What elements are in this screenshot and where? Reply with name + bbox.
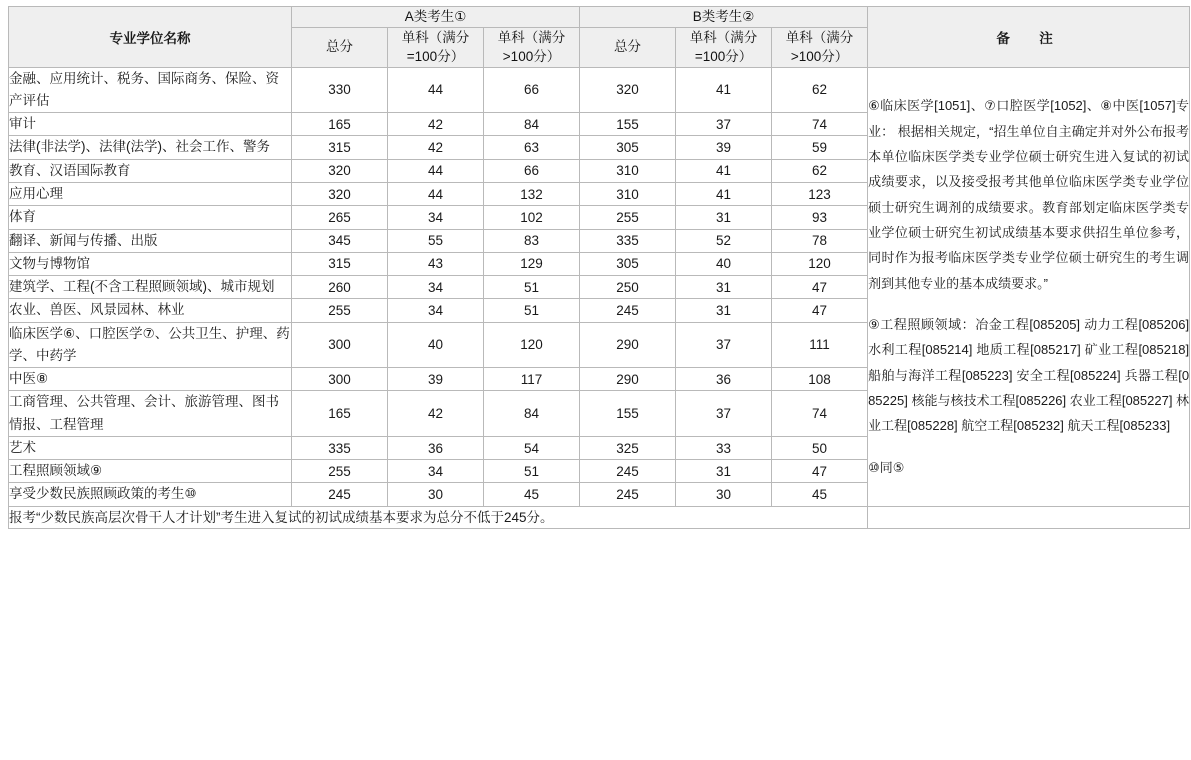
a-total: 255 [292, 299, 388, 322]
a-single-100: 42 [388, 391, 484, 437]
a-single-100: 34 [388, 276, 484, 299]
a-single-gt100: 132 [484, 183, 580, 206]
remark-spacer-1 [868, 296, 1189, 312]
b-single-100: 31 [676, 276, 772, 299]
a-total: 315 [292, 136, 388, 159]
b-total: 320 [580, 67, 676, 113]
a-total: 260 [292, 276, 388, 299]
b-total: 325 [580, 436, 676, 459]
b-total: 155 [580, 113, 676, 136]
a-single-100: 39 [388, 368, 484, 391]
a-single-gt100: 51 [484, 460, 580, 483]
major-name: 享受少数民族照顾政策的考生⑩ [9, 483, 292, 506]
header-b-single-gt100 [772, 27, 868, 67]
header-a-single-gt100-line1: 单科（满分 [497, 29, 566, 45]
b-single-100: 33 [676, 436, 772, 459]
a-single-gt100: 120 [484, 322, 580, 368]
a-total: 330 [292, 67, 388, 113]
major-name: 建筑学、工程(不含工程照顾领域)、城市规划 [9, 276, 292, 299]
header-a-single-gt100 [484, 27, 580, 67]
header-group-a: A类考生① [292, 7, 580, 28]
b-total: 250 [580, 276, 676, 299]
a-single-100: 42 [388, 136, 484, 159]
a-single-100: 44 [388, 159, 484, 182]
a-total: 300 [292, 368, 388, 391]
a-total: 245 [292, 483, 388, 506]
a-total: 315 [292, 252, 388, 275]
b-single-100: 37 [676, 322, 772, 368]
score-table [8, 6, 1190, 529]
header-b-single-gt100-line2: >100分） [790, 49, 849, 65]
b-single-gt100: 45 [772, 483, 868, 506]
header-remark: 备 注 [868, 7, 1190, 68]
major-name: 工商管理、公共管理、会计、旅游管理、图书情报、工程管理 [9, 391, 292, 437]
header-b-single-100-line2: =100分） [694, 49, 753, 65]
b-single-gt100: 123 [772, 183, 868, 206]
b-total: 245 [580, 299, 676, 322]
a-single-100: 34 [388, 206, 484, 229]
a-single-gt100: 63 [484, 136, 580, 159]
remark-paragraph-3: ⑩同⑤ [868, 459, 905, 475]
a-single-100: 44 [388, 183, 484, 206]
b-single-100: 31 [676, 460, 772, 483]
major-name: 翻译、新闻与传播、出版 [9, 229, 292, 252]
b-single-100: 52 [676, 229, 772, 252]
b-single-gt100: 74 [772, 391, 868, 437]
b-single-100: 41 [676, 67, 772, 113]
major-name: 金融、应用统计、税务、国际商务、保险、资产评估 [9, 67, 292, 113]
a-single-100: 43 [388, 252, 484, 275]
b-single-gt100: 108 [772, 368, 868, 391]
major-name: 农业、兽医、风景园林、林业 [9, 299, 292, 322]
header-group-b: B类考生② [580, 7, 868, 28]
b-single-100: 40 [676, 252, 772, 275]
b-single-100: 30 [676, 483, 772, 506]
b-total: 310 [580, 183, 676, 206]
a-single-gt100: 66 [484, 159, 580, 182]
b-single-gt100: 78 [772, 229, 868, 252]
remark-content [868, 67, 1190, 506]
a-total: 320 [292, 159, 388, 182]
a-total: 320 [292, 183, 388, 206]
header-a-single-100 [388, 27, 484, 67]
a-single-100: 34 [388, 299, 484, 322]
b-single-100: 39 [676, 136, 772, 159]
b-total: 155 [580, 391, 676, 437]
a-total: 165 [292, 113, 388, 136]
a-single-gt100: 45 [484, 483, 580, 506]
a-total: 300 [292, 322, 388, 368]
a-single-gt100: 117 [484, 368, 580, 391]
a-total: 165 [292, 391, 388, 437]
a-single-100: 40 [388, 322, 484, 368]
a-total: 335 [292, 436, 388, 459]
b-single-100: 37 [676, 391, 772, 437]
major-name: 教育、汉语国际教育 [9, 159, 292, 182]
b-single-100: 37 [676, 113, 772, 136]
b-single-gt100: 47 [772, 299, 868, 322]
major-name: 中医⑧ [9, 368, 292, 391]
b-single-gt100: 59 [772, 136, 868, 159]
b-total: 305 [580, 136, 676, 159]
a-single-gt100: 66 [484, 67, 580, 113]
a-single-100: 34 [388, 460, 484, 483]
a-single-gt100: 51 [484, 299, 580, 322]
a-single-gt100: 129 [484, 252, 580, 275]
b-single-gt100: 93 [772, 206, 868, 229]
a-total: 255 [292, 460, 388, 483]
header-b-single-100 [676, 27, 772, 67]
b-single-100: 36 [676, 368, 772, 391]
b-single-gt100: 120 [772, 252, 868, 275]
b-total: 335 [580, 229, 676, 252]
b-total: 245 [580, 460, 676, 483]
a-single-gt100: 83 [484, 229, 580, 252]
footnote-remark-empty [868, 506, 1190, 529]
a-single-gt100: 84 [484, 391, 580, 437]
header-a-total: 总分 [292, 27, 388, 67]
b-single-gt100: 50 [772, 436, 868, 459]
b-single-gt100: 47 [772, 460, 868, 483]
table-row [9, 67, 1190, 113]
footnote-text: 报考“少数民族高层次骨干人才计划”考生进入复试的初试成绩基本要求为总分不低于245分。 [9, 506, 868, 529]
b-single-gt100: 62 [772, 67, 868, 113]
b-single-100: 31 [676, 206, 772, 229]
b-total: 290 [580, 322, 676, 368]
remark-spacer-2 [868, 439, 1189, 455]
b-single-100: 41 [676, 159, 772, 182]
major-name: 法律(非法学)、法律(法学)、社会工作、警务 [9, 136, 292, 159]
a-single-gt100: 102 [484, 206, 580, 229]
a-single-100: 55 [388, 229, 484, 252]
b-total: 310 [580, 159, 676, 182]
major-name: 工程照顾领域⑨ [9, 460, 292, 483]
header-b-single-100-line1: 单科（满分 [689, 29, 758, 45]
b-single-100: 41 [676, 183, 772, 206]
b-total: 245 [580, 483, 676, 506]
table-header-row-1 [9, 7, 1190, 28]
b-total: 305 [580, 252, 676, 275]
header-b-single-gt100-line1: 单科（满分 [785, 29, 854, 45]
a-single-100: 44 [388, 67, 484, 113]
header-a-single-gt100-line2: >100分） [502, 49, 561, 65]
remark-paragraph-2: ⑨工程照顾领域：冶金工程[085205] 动力工程[085206] 水利工程[085214] 地质工程[085217] 矿业工程[085218] 船舶与海洋工程[085223] 安全工程[085224] 兵器工程[085225] 核能与核技术工程[085226] 农业工程[085227] 林业工程[085228] 航空工程[085232] 航天工程[085233] [868, 317, 1190, 434]
major-name: 文物与博物馆 [9, 252, 292, 275]
b-single-gt100: 47 [772, 276, 868, 299]
header-a-single-100-line2: =100分） [406, 49, 465, 65]
b-single-gt100: 111 [772, 322, 868, 368]
major-name: 体育 [9, 206, 292, 229]
major-name: 应用心理 [9, 183, 292, 206]
b-total: 290 [580, 368, 676, 391]
a-single-100: 36 [388, 436, 484, 459]
b-single-gt100: 62 [772, 159, 868, 182]
a-single-gt100: 84 [484, 113, 580, 136]
a-total: 265 [292, 206, 388, 229]
b-total: 255 [580, 206, 676, 229]
a-single-100: 30 [388, 483, 484, 506]
header-major-name: 专业学位名称 [9, 7, 292, 68]
major-name: 审计 [9, 113, 292, 136]
a-single-100: 42 [388, 113, 484, 136]
major-name: 艺术 [9, 436, 292, 459]
b-single-gt100: 74 [772, 113, 868, 136]
header-a-single-100-line1: 单科（满分 [401, 29, 470, 45]
header-b-total: 总分 [580, 27, 676, 67]
a-single-gt100: 54 [484, 436, 580, 459]
table-footnote-row [9, 506, 1190, 529]
a-total: 345 [292, 229, 388, 252]
b-single-100: 31 [676, 299, 772, 322]
remark-paragraph-1: ⑥临床医学[1051]、⑦口腔医学[1052]、⑧中医[1057]专业： 根据相关规定，“招生单位自主确定并对外公布报考本单位临床医学类专业学位硕士研究生进入复试的初试成绩要求，以及接受报考其他单位临床医学类专业学位硕士研究生调剂的成绩要求。教育部划定临床医学类专业学位硕士研究生初试成绩基本要求供招生单位参考，同时作为报考临床医学类专业学位硕士研究生的考生调剂到其他专业的基本成绩要求。” [868, 98, 1190, 291]
a-single-gt100: 51 [484, 276, 580, 299]
major-name: 临床医学⑥、口腔医学⑦、公共卫生、护理、药学、中药学 [9, 322, 292, 368]
